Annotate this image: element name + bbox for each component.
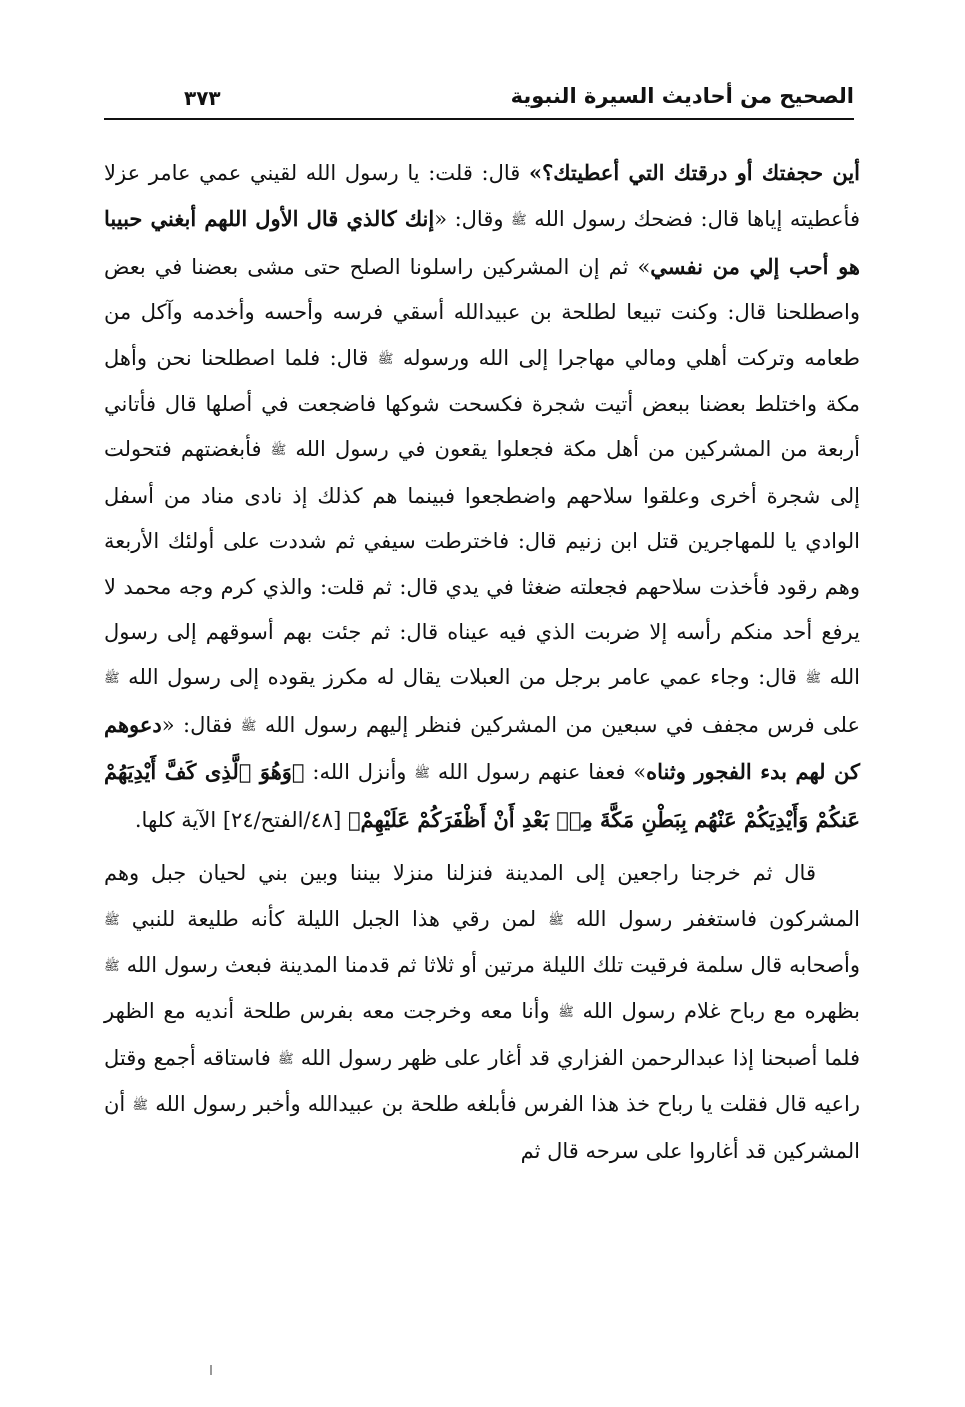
- paragraph-2: [104, 851, 860, 1174]
- text-run: لمن رقي هذا الجبل الليلة كأنه طليعة للنبي: [119, 906, 549, 931]
- salla-glyph: ﷺ: [104, 912, 120, 928]
- salla-glyph: ﷺ: [548, 912, 564, 928]
- quran-verse: ﴿وَهُوَ ٱلَّذِى كَفَّ أَيْدِيَهُمْ عَنكُمْ وَأَيْدِيَكُمْ عَنْهُم بِبَطْنِ مَكَّةَ مِنۢ بَعْدِ أَنْ أَظْفَرَكُمْ عَلَيْهِمْ﴾: [104, 759, 860, 832]
- text-run: قال ثم خرجنا راجعين إلى المدينة فنزلنا منزلا بيننا وبين بني لحيان جبل وهم المشركون فاستغفر رسول الله: [104, 861, 860, 931]
- text-run: » ثم إن المشركين راسلونا الصلح حتى مشى بعضنا في بعض واصطلحنا قال: وكنت تبيعا لطلحة بن عبيدالله أسقي فرسه وأحسه وأخدمه وآكل من طعامه وتركت أهلي ومالي مهاجرا إلى الله ورسوله: [104, 254, 860, 370]
- text-run: وقال: «: [434, 207, 512, 232]
- text-run: وأنزل الله:: [304, 760, 415, 785]
- header-rule: [104, 118, 854, 120]
- scan-mark: [210, 1365, 212, 1375]
- hadith-quote: إنك كالذي قال الأول اللهم أبغني حبيبا هو أحب إلي من نفسي: [104, 206, 861, 279]
- text-run: فاستاقه أجمع وقتل راعيه قال فقلت يا رباح خذ هذا الفرس فأبلغه طلحة بن عبيدالله وأخبر رسول الله: [104, 1045, 860, 1117]
- text-run: فأبغضتهم فتحولت إلى شجرة أخرى وعلقوا سلاحهم واضطجعوا فبينما هم كذلك إذ نادى مناد من أسفل الوادي يا للمهاجرين قتل ابن زنيم قال: فاخترطت سيفي ثم شددت على أولئك الأربعة وهم رقود فأخذت سلاحهم فجعلته ضغثا في يدي قال: ثم قلت: والذي كرم وجه محمد لا يرفع أحد منكم رأسه إلا ضربت الذي فيه عيناه قال: ثم جئت بهم أسوقهم إلى رسول الله: [104, 437, 860, 690]
- salla-glyph: ﷺ: [104, 958, 120, 974]
- main-text: [104, 150, 860, 1174]
- salla-glyph: ﷺ: [558, 1005, 574, 1021]
- paragraph-1: [104, 150, 860, 843]
- salla-glyph: ﷺ: [511, 213, 527, 229]
- salla-glyph: ﷺ: [240, 718, 257, 734]
- verse-reference: [٤٨/الفتح/٢٤] الآية كلها.: [134, 807, 348, 832]
- text-run: وأصحابه قال سلمة فرقيت تلك الليلة مرتين أو ثلاثا ثم قدمنا المدينة فبعث رسول الله: [119, 952, 860, 977]
- salla-glyph: ﷺ: [277, 1051, 294, 1067]
- text-run: أن المشركين قد أغاروا على سرحه قال ثم: [104, 1092, 860, 1163]
- text-run: قال: فلما اصطلحنا نحن وأهل مكة واختلط بعضنا ببعض أتيت شجرة فكسحت شوكها فاضجعت في أصلها قال فأتاني أربعة من المشركين من أهل مكة فجعلوا يقعون في رسول الله: [104, 345, 860, 462]
- salla-glyph: ﷺ: [104, 671, 120, 687]
- text-run: قال: قلت: يا رسول الله لقيني عمي عامر عزلا فأعطيته إياها قال: فضحك رسول الله: [104, 161, 860, 232]
- text-run: فقال: «: [161, 712, 241, 737]
- salla-glyph: ﷺ: [377, 351, 394, 367]
- book-title: الصحيح من أحاديث السيرة النبوية: [510, 84, 854, 108]
- text-run: على فرس مجفف في سبعين من المشركين فنظر إليهم رسول الله: [256, 712, 861, 737]
- running-header: [104, 84, 854, 124]
- text-run: » فعفا عنهم رسول الله: [430, 760, 647, 785]
- hadith-quote: دعوهم كن لهم بدء الفجور وثناه: [104, 711, 861, 785]
- text-run: بظهره مع رباح غلام رسول الله: [573, 999, 860, 1024]
- salla-glyph: ﷺ: [270, 443, 287, 459]
- bold-phrase: أين حجفتك أو درقتك التي أعطيتك؟»: [528, 160, 861, 185]
- text-run: وأنا معه وخرجت معه بفرس طلحة أنديه مع الظهر فلما أصبحنا إذا عبدالرحمن الفزاري قد أغار على ظهر رسول الله: [104, 999, 860, 1070]
- salla-glyph: ﷺ: [805, 671, 822, 687]
- text-run: قال: وجاء عمي عامر برجل من العبلات يقال له مكرز يقوده إلى رسول الله: [119, 665, 806, 690]
- page-number: ٣٧٣: [172, 86, 233, 110]
- salla-glyph: ﷺ: [414, 766, 431, 782]
- salla-glyph: ﷺ: [132, 1098, 149, 1114]
